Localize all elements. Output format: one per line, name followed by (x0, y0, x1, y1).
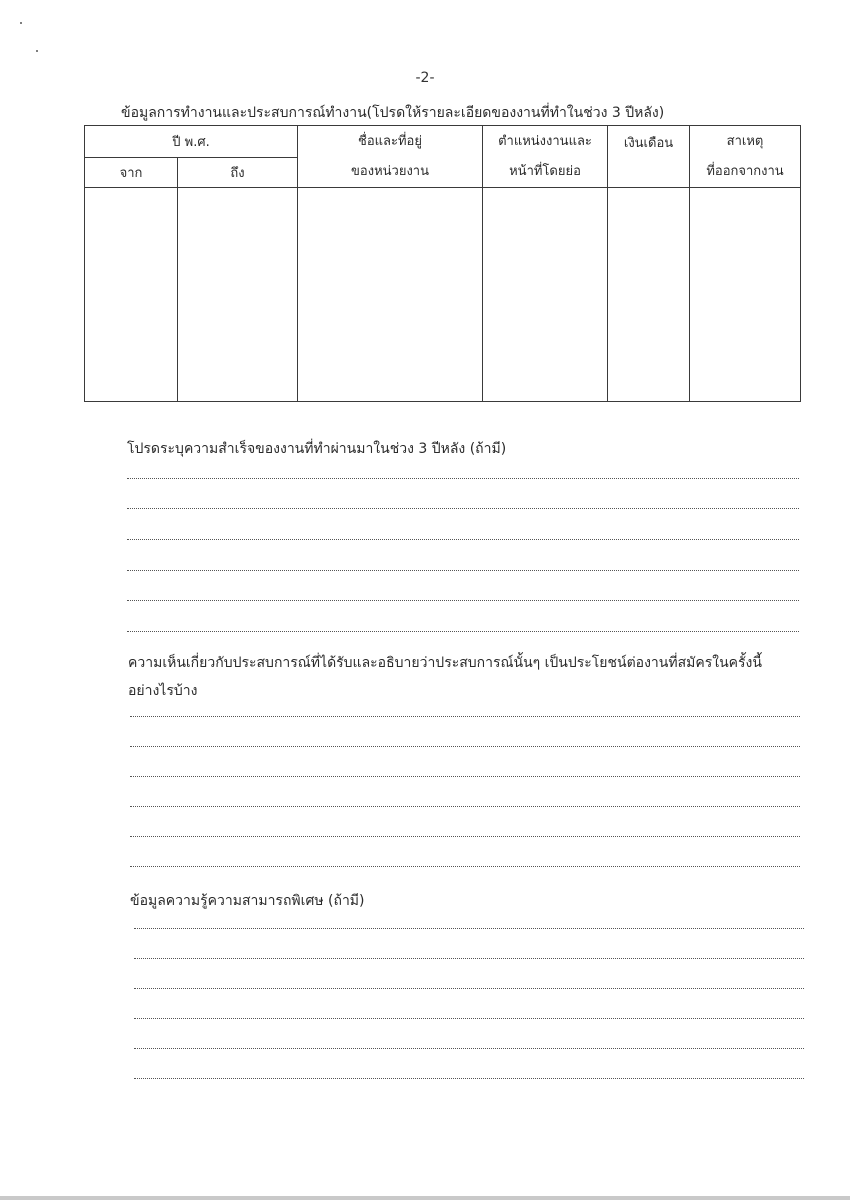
year-header: ปี พ.ศ. (85, 126, 298, 158)
reason-header (690, 126, 801, 188)
opinion-line-3[interactable] (130, 776, 800, 777)
achievement-line-6[interactable] (127, 631, 799, 632)
skills-line-5[interactable] (134, 1048, 804, 1049)
page-number: -2- (415, 70, 435, 86)
position-header-line2: หน้าที่โดยย่อ (509, 163, 581, 179)
employer-cell[interactable] (298, 188, 483, 402)
work-history-table (84, 125, 801, 402)
opinion-line-2[interactable] (130, 746, 800, 747)
employer-header (298, 126, 483, 188)
opinion-line-1[interactable] (130, 716, 800, 717)
achievement-line-1[interactable] (127, 478, 799, 479)
achievement-line-5[interactable] (127, 600, 799, 601)
position-header (483, 126, 608, 188)
skills-title: ข้อมูลความรู้ความสามารถพิเศษ (ถ้ามี) (130, 893, 365, 909)
employer-header-line2: ของหน่วยงาน (351, 163, 429, 179)
opinion-line-5[interactable] (130, 836, 800, 837)
employer-header-line1: ชื่อและที่อยู่ (358, 133, 422, 149)
reason-cell[interactable] (690, 188, 801, 402)
position-cell[interactable] (483, 188, 608, 402)
skills-line-4[interactable] (134, 1018, 804, 1019)
from-cell[interactable] (85, 188, 178, 402)
work-section-title: ข้อมูลการทำงานและประสบการณ์ทำงาน(โปรดให้รายละเอียดของงานที่ทำในช่วง 3 ปีหลัง) (121, 105, 665, 121)
salary-cell[interactable] (608, 188, 690, 402)
to-header: ถึง (178, 158, 298, 188)
achievement-line-2[interactable] (127, 508, 799, 509)
opinion-title-line2: อย่างไรบ้าง (128, 683, 198, 699)
opinion-title-line1: ความเห็นเกี่ยวกับประสบการณ์ที่ได้รับและอธิบายว่าประสบการณ์นั้นๆ เป็นประโยชน์ต่องานที่สมัครในครั้งนี้ (128, 655, 762, 671)
table-row (85, 188, 801, 402)
skills-line-2[interactable] (134, 958, 804, 959)
skills-line-3[interactable] (134, 988, 804, 989)
scan-speck (36, 50, 38, 52)
position-header-line1: ตำแหน่งงานและ (498, 133, 592, 149)
opinion-line-6[interactable] (130, 866, 800, 867)
achievements-title: โปรดระบุความสำเร็จของงานที่ทำผ่านมาในช่วง 3 ปีหลัง (ถ้ามี) (127, 441, 507, 457)
salary-header: เงินเดือน (608, 126, 690, 188)
opinion-line-4[interactable] (130, 806, 800, 807)
to-cell[interactable] (178, 188, 298, 402)
skills-line-6[interactable] (134, 1078, 804, 1079)
scan-bottom-edge (0, 1196, 850, 1200)
achievement-line-3[interactable] (127, 539, 799, 540)
skills-line-1[interactable] (134, 928, 804, 929)
achievement-line-4[interactable] (127, 570, 799, 571)
reason-header-line1: สาเหตุ (726, 133, 764, 149)
scan-speck (20, 22, 22, 24)
from-header: จาก (85, 158, 178, 188)
reason-header-line2: ที่ออกจากงาน (706, 163, 784, 179)
